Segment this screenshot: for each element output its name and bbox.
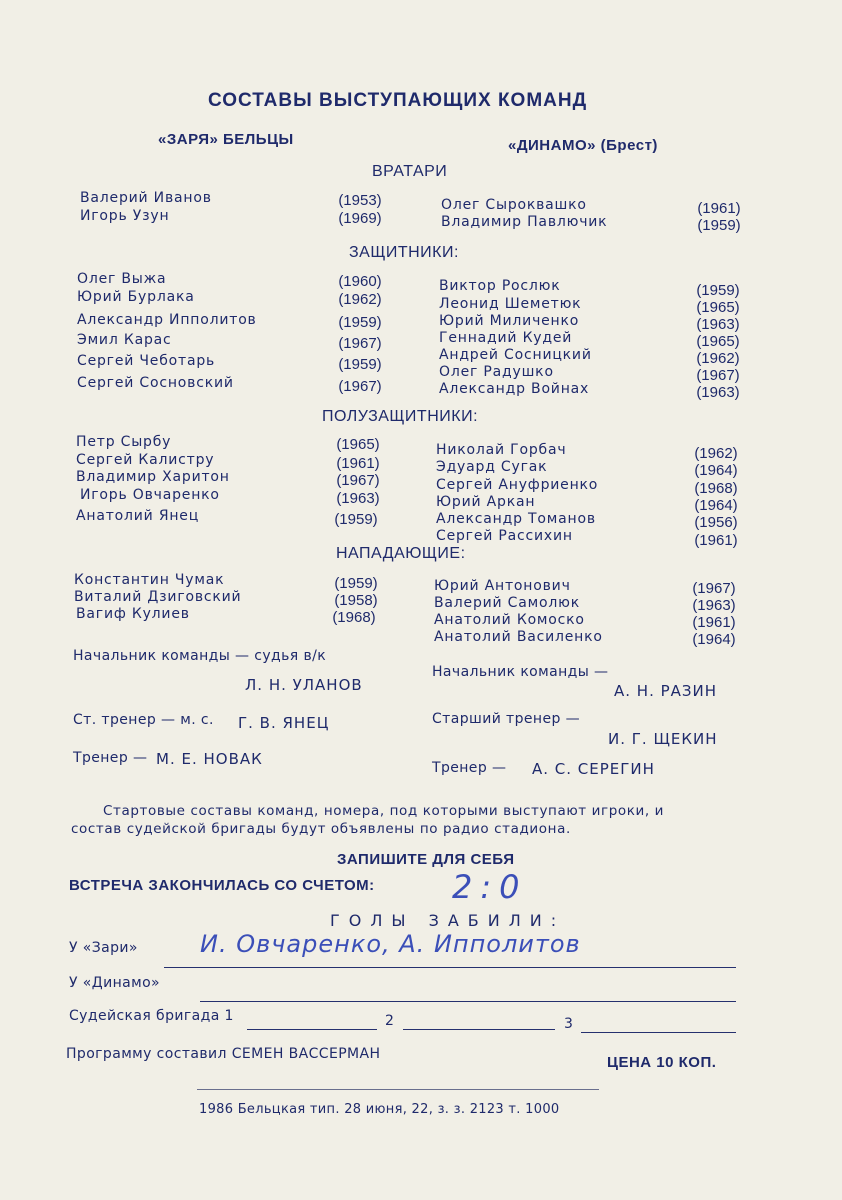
player-year: (1960)	[338, 273, 382, 290]
player-name: Сергей Ануфриенко	[436, 477, 599, 493]
player-name: Юрий Бурлака	[77, 289, 195, 305]
player-year: (1967)	[338, 335, 382, 352]
player-name: Александр Томанов	[436, 511, 596, 527]
player-year: (1961)	[694, 532, 738, 549]
left-trainer-name: М. Е. НОВАК	[156, 750, 263, 768]
player-year: (1962)	[338, 291, 382, 308]
referee-1-field[interactable]	[247, 1029, 377, 1030]
price: ЦЕНА 10 КОП.	[607, 1054, 717, 1071]
score-label: ВСТРЕЧА ЗАКОНЧИЛАСЬ СО СЧЕТОМ:	[69, 877, 375, 894]
player-year: (1965)	[336, 436, 380, 453]
right-trainer-label: Тренер —	[432, 760, 507, 776]
compiler: Программу составил СЕМЕН ВАССЕРМАН	[66, 1046, 381, 1062]
referee-3-label: 3	[564, 1016, 574, 1032]
player-year: (1967)	[338, 378, 382, 395]
player-name: Вагиф Кулиев	[76, 606, 190, 622]
player-name: Олег Выжа	[77, 271, 167, 287]
right-chief-name: А. Н. РАЗИН	[614, 682, 718, 700]
player-year: (1965)	[696, 333, 740, 350]
imprint-divider	[197, 1089, 599, 1090]
player-name: Анатолий Василенко	[434, 629, 603, 645]
left-coach-label: Ст. тренер — м. с.	[73, 712, 214, 728]
player-name: Геннадий Кудей	[439, 330, 573, 346]
right-coach-name: И. Г. ЩЕКИН	[608, 730, 718, 748]
goals-zarya-label: У «Зари»	[69, 940, 138, 956]
team-left-title: «ЗАРЯ» БЕЛЬЦЫ	[158, 131, 294, 148]
player-name: Константин Чумак	[74, 572, 225, 588]
player-name: Владимир Харитон	[76, 469, 230, 485]
player-year: (1965)	[696, 299, 740, 316]
player-year: (1959)	[334, 511, 378, 528]
score-value: 2:0	[452, 868, 528, 906]
player-year: (1964)	[692, 631, 736, 648]
player-year: (1964)	[694, 462, 738, 479]
player-year: (1959)	[334, 575, 378, 592]
goals-dinamo-field[interactable]	[200, 1001, 736, 1002]
referee-3-field[interactable]	[581, 1032, 736, 1033]
player-year: (1968)	[694, 480, 738, 497]
player-name: Андрей Сосницкий	[439, 347, 592, 363]
referee-2-label: 2	[385, 1013, 395, 1029]
player-name: Сергей Чеботарь	[77, 353, 216, 369]
player-year: (1967)	[696, 367, 740, 384]
player-year: (1964)	[694, 497, 738, 514]
section-defenders: ЗАЩИТНИКИ:	[349, 244, 459, 261]
player-name: Олег Радушко	[439, 364, 554, 380]
record-heading: ЗАПИШИТЕ ДЛЯ СЕБЯ	[337, 851, 515, 868]
player-name: Олег Сыроквашко	[441, 197, 587, 213]
section-midfielders: ПОЛУЗАЩИТНИКИ:	[322, 408, 479, 425]
player-name: Юрий Антонович	[434, 578, 571, 594]
left-chief-name: Л. Н. УЛАНОВ	[245, 676, 363, 694]
player-name: Сергей Сосновский	[77, 375, 234, 391]
player-year: (1963)	[696, 384, 740, 401]
player-name: Эдуард Сугак	[436, 459, 548, 475]
player-year: (1963)	[696, 316, 740, 333]
left-chief-label: Начальник команды — судья в/к	[73, 648, 327, 664]
player-year: (1962)	[696, 350, 740, 367]
notice-line-1: Стартовые составы команд, номера, под которыми выступают игроки, и	[103, 803, 665, 819]
player-name: Петр Сырбу	[76, 434, 172, 450]
goals-zarya-line	[164, 967, 736, 968]
player-year: (1962)	[694, 445, 738, 462]
team-right-title: «ДИНАМО» (Брест)	[508, 137, 658, 154]
player-name: Игорь Узун	[80, 208, 170, 224]
page-title: СОСТАВЫ ВЫСТУПАЮЩИХ КОМАНД	[208, 90, 588, 111]
player-name: Александр Войнах	[439, 381, 590, 397]
player-year: (1968)	[332, 609, 376, 626]
player-name: Эмил Карас	[77, 332, 172, 348]
right-coach-label: Старший тренер —	[432, 711, 581, 727]
player-year: (1967)	[336, 472, 380, 489]
player-name: Александр Ипполитов	[77, 312, 257, 328]
imprint: 1986 Бельцкая тип. 28 июня, 22, з. з. 2123 т. 1000	[199, 1102, 560, 1117]
player-name: Виктор Рослюк	[439, 278, 561, 294]
player-name: Анатолий Комоско	[434, 612, 585, 628]
player-year: (1959)	[697, 217, 741, 234]
player-name: Владимир Павлючик	[441, 214, 608, 230]
player-year: (1963)	[336, 490, 380, 507]
section-forwards: НАПАДАЮЩИЕ:	[336, 545, 466, 562]
player-year: (1967)	[692, 580, 736, 597]
section-goalkeepers: ВРАТАРИ	[372, 163, 448, 180]
player-year: (1969)	[338, 210, 382, 227]
referee-2-field[interactable]	[403, 1029, 555, 1030]
right-trainer-name: А. С. СЕРЕГИН	[532, 760, 655, 778]
player-name: Анатолий Янец	[76, 508, 200, 524]
player-name: Игорь Овчаренко	[80, 487, 220, 503]
player-name: Валерий Самолюк	[434, 595, 580, 611]
goals-zarya-value: И. Овчаренко, А. Ипполитов	[200, 930, 581, 958]
goals-dinamo-label: У «Динамо»	[69, 975, 161, 991]
player-year: (1961)	[692, 614, 736, 631]
player-year: (1958)	[334, 592, 378, 609]
player-name: Николай Горбач	[436, 442, 567, 458]
player-name: Сергей Калистру	[76, 452, 215, 468]
player-year: (1959)	[338, 356, 382, 373]
notice-line-2: состав судейской бригады будут объявлены по радио стадиона.	[71, 821, 571, 837]
player-year: (1961)	[697, 200, 741, 217]
player-name: Виталий Дзиговский	[74, 589, 242, 605]
referees-label: Судейская бригада 1	[69, 1008, 234, 1024]
player-year: (1961)	[336, 455, 380, 472]
right-chief-label: Начальник команды —	[432, 664, 609, 680]
player-year: (1953)	[338, 192, 382, 209]
player-name: Валерий Иванов	[80, 190, 212, 206]
goals-heading: ГОЛЫ ЗАБИЛИ:	[330, 911, 566, 930]
player-name: Юрий Миличенко	[439, 313, 580, 329]
player-name: Сергей Рассихин	[436, 528, 573, 544]
left-trainer-label: Тренер —	[73, 750, 148, 766]
player-year: (1963)	[692, 597, 736, 614]
player-year: (1959)	[338, 314, 382, 331]
player-year: (1959)	[696, 282, 740, 299]
player-year: (1956)	[694, 514, 738, 531]
player-name: Юрий Аркан	[436, 494, 536, 510]
player-name: Леонид Шеметюк	[439, 296, 582, 312]
left-coach-name: Г. В. ЯНЕЦ	[238, 714, 330, 732]
